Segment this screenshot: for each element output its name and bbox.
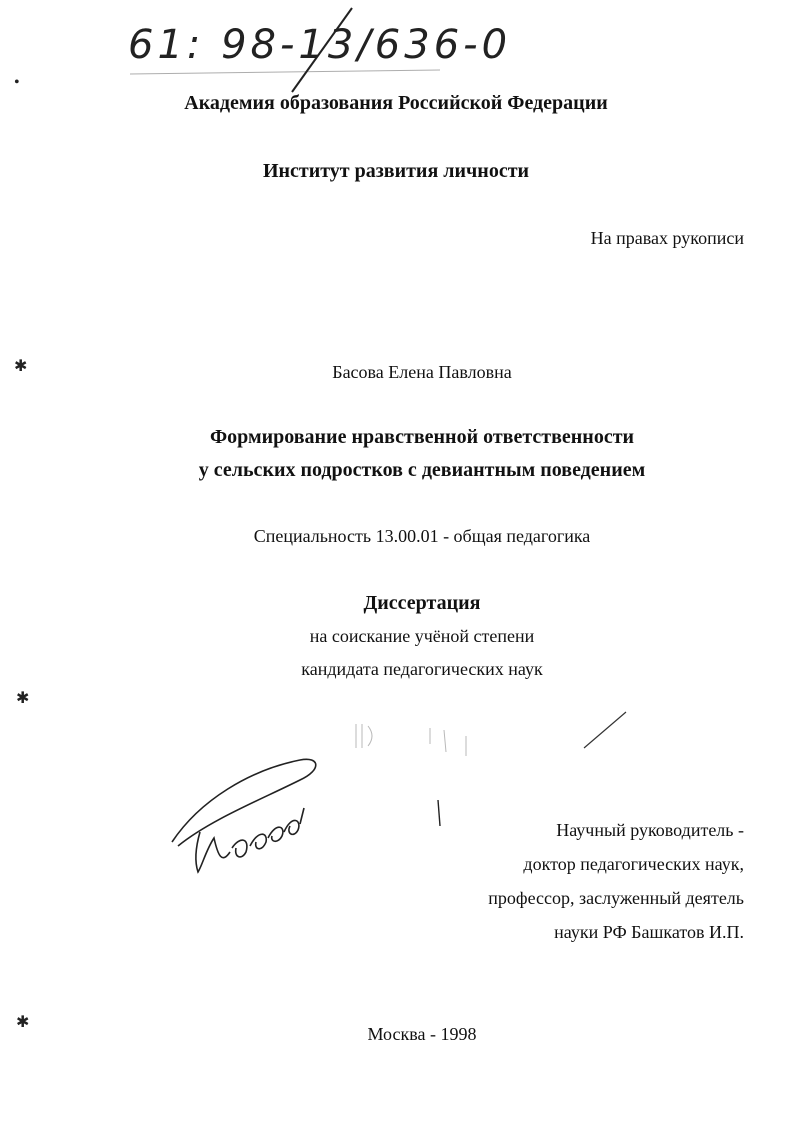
margin-mark: • (14, 74, 20, 91)
archive-code: 61: 98-13/636-0 (128, 22, 512, 68)
dissertation-title-line-2: у сельских подростков с девиантным поведением (198, 459, 646, 481)
institute-name: Институт развития личности (262, 160, 530, 182)
margin-mark: ✱ (16, 690, 30, 707)
specialty: Специальность 13.00.01 - общая педагогика (253, 526, 591, 546)
city-year: Москва - 1998 (367, 1024, 477, 1044)
supervisor-line-3: профессор, заслуженный деятель (488, 888, 744, 908)
supervisor-line-2: доктор педагогических наук, (523, 854, 744, 874)
supervisor-line-1: Научный руководитель - (556, 820, 744, 840)
margin-mark: ✱ (16, 1014, 30, 1031)
supervisor-line-4: науки РФ Башкатов И.П. (554, 922, 744, 942)
author-name: Басова Елена Павловна (332, 362, 512, 382)
margin-mark: ✱ (14, 358, 28, 375)
work-type-line-1: на соискание учёной степени (309, 626, 535, 646)
academy-name: Академия образования Российской Федерации (184, 92, 608, 114)
rights-note: На правах рукописи (590, 228, 744, 248)
dissertation-title-line-1: Формирование нравственной ответственности (209, 426, 635, 448)
work-type-line-2: кандидата педагогических наук (301, 659, 543, 679)
work-type-label: Диссертация (363, 592, 481, 614)
signature (172, 759, 316, 872)
